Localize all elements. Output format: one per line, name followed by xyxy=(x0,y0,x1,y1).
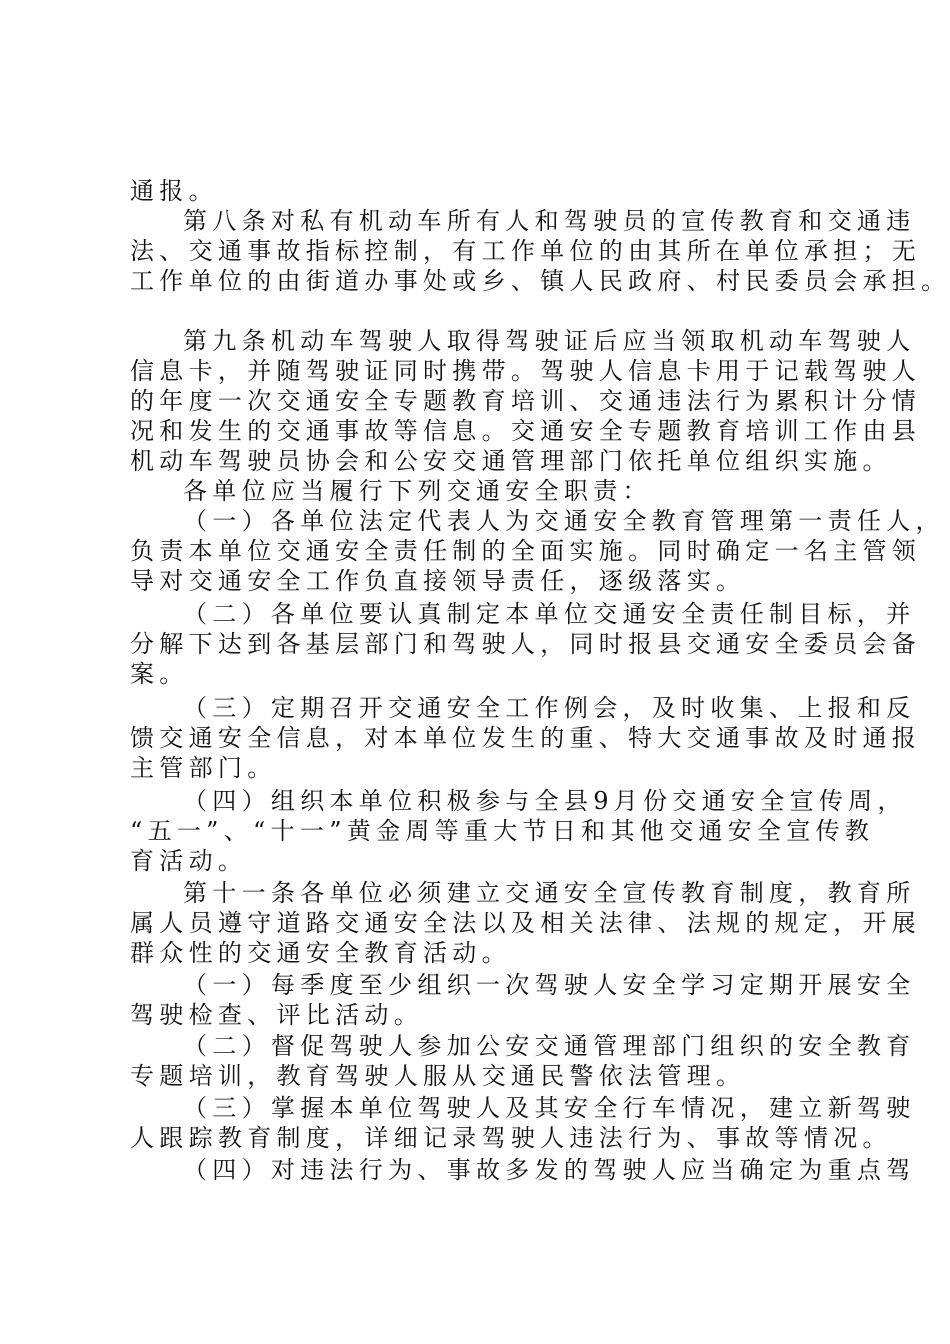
text-line: 分解下达到各基层部门和驾驶人，同时报县交通安全委员会备 xyxy=(130,630,922,658)
text-line: （二）督促驾驶人参加公安交通管理部门组织的安全教育 xyxy=(183,1032,916,1060)
text-line: （一）各单位法定代表人为交通安全教育管理第一责任人， xyxy=(183,507,945,535)
text-line: （四）对违法行为、事故多发的驾驶人应当确定为重点驾 xyxy=(183,1156,916,1184)
text-line: “五一”、“十一”黄金周等重大节日和其他交通安全宣传教 xyxy=(130,817,875,845)
text-line: 第八条对私有机动车所有人和驾驶员的宣传教育和交通违 xyxy=(183,207,916,235)
text-line: 馈交通安全信息，对本单位发生的重、特大交通事故及时通报 xyxy=(130,724,922,752)
text-line: 的年度一次交通安全专题教育培训、交通违法行为累积计分情 xyxy=(130,387,922,415)
text-line: 群众性的交通安全教育活动。 xyxy=(130,939,511,967)
text-line: 机动车驾驶员协会和公安交通管理部门依托单位组织实施。 xyxy=(130,447,892,475)
text-line: 工作单位的由街道办事处或乡、镇人民政府、村民委员会承担。 xyxy=(130,267,950,295)
text-line: 案。 xyxy=(130,660,189,688)
text-line: 通报。 xyxy=(130,177,218,205)
text-line: 各单位应当履行下列交通安全职责： xyxy=(183,477,652,505)
text-line: 导对交通安全工作负直接领导责任，逐级落实。 xyxy=(130,567,746,595)
text-line: （一）每季度至少组织一次驾驶人安全学习定期开展安全 xyxy=(183,971,916,999)
text-line: 主管部门。 xyxy=(130,754,277,782)
text-line: （三）定期召开交通安全工作例会，及时收集、上报和反 xyxy=(183,694,916,722)
text-line: （四）组织本单位积极参与全县9月份交通安全宣传周， xyxy=(183,787,907,815)
text-line: 专题培训，教育驾驶人服从交通民警依法管理。 xyxy=(130,1062,746,1090)
text-line: 第九条机动车驾驶人取得驾驶证后应当领取机动车驾驶人 xyxy=(183,327,916,355)
text-line: 属人员遵守道路交通安全法以及相关法律、法规的规定，开展 xyxy=(130,909,922,937)
text-line: 第十一条各单位必须建立交通安全宣传教育制度，教育所 xyxy=(183,879,916,907)
text-line: 驾驶检查、评比活动。 xyxy=(130,1001,423,1029)
text-line: （三）掌握本单位驾驶人及其安全行车情况，建立新驾驶 xyxy=(183,1094,916,1122)
text-line: 况和发生的交通事故等信息。交通安全专题教育培训工作由县 xyxy=(130,417,922,445)
text-line: 法、交通事故指标控制，有工作单位的由其所在单位承担；无 xyxy=(130,237,922,265)
text-line: 负责本单位交通安全责任制的全面实施。同时确定一名主管领 xyxy=(130,537,922,565)
text-line: 人跟踪教育制度，详细记录驾驶人违法行为、事故等情况。 xyxy=(130,1124,892,1152)
text-line: 育活动。 xyxy=(130,847,248,875)
text-line: 信息卡，并随驾驶证同时携带。驾驶人信息卡用于记载驾驶人 xyxy=(130,357,922,385)
text-line: （二）各单位要认真制定本单位交通安全责任制目标，并 xyxy=(183,600,916,628)
